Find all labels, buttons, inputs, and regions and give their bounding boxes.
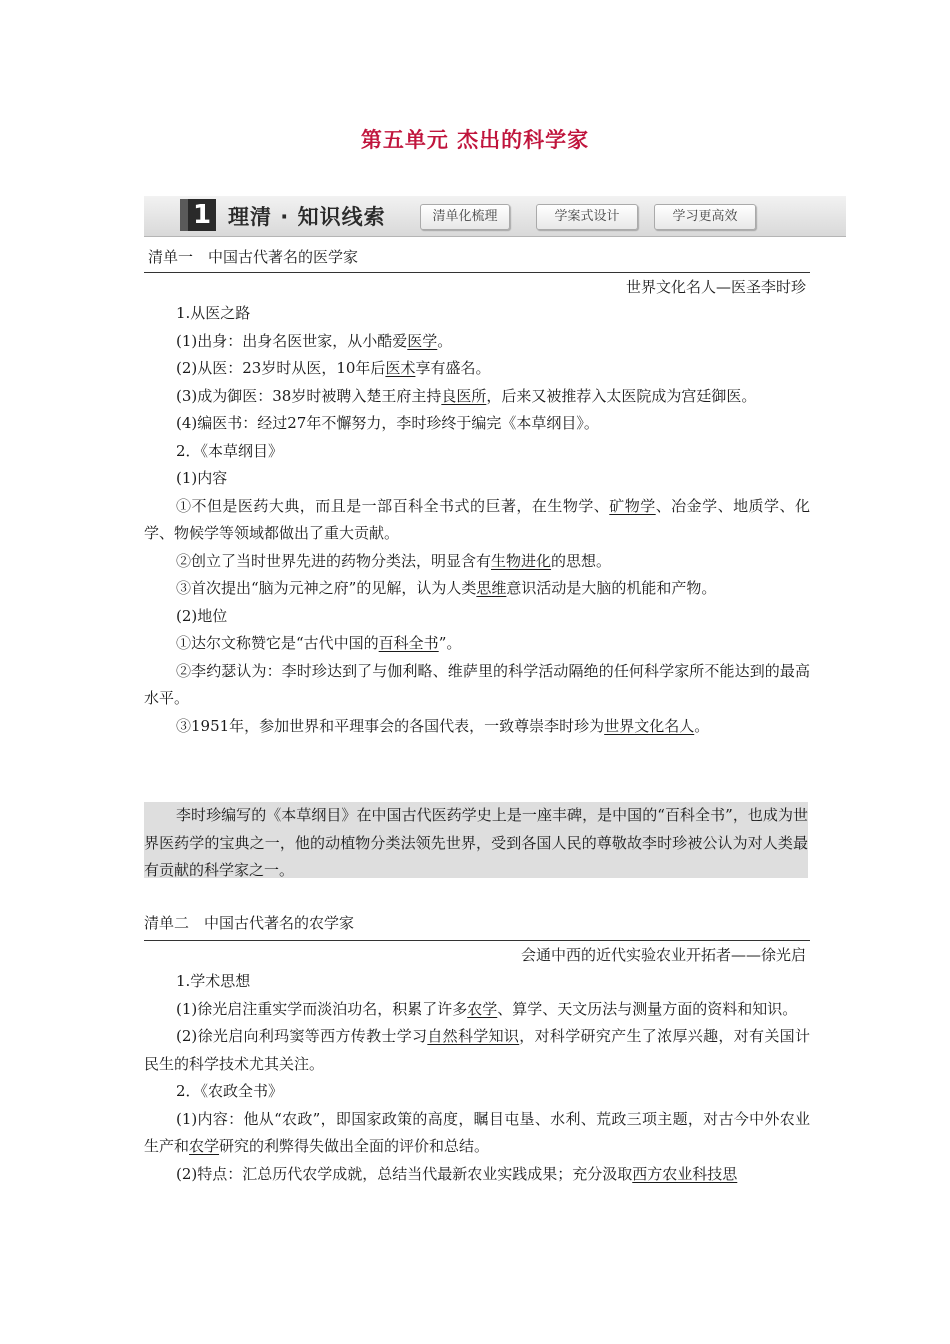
heading-path: 1.从医之路 bbox=[176, 304, 251, 322]
heading-nongzheng: 2．《农政全书》 bbox=[176, 1082, 284, 1100]
para-thought-2: (2)徐光启向利玛窦等西方传教士学习自然科学知识，对科学研究产生了浓厚兴趣，对有关国计民生的科学技术尤其关注。 bbox=[144, 1027, 810, 1073]
para-content-1: ①不但是医药大典，而且是一部百科全书式的巨著，在生物学、矿物学、冶金学、地质学、化学、物候学等领域都做出了重大贡献。 bbox=[144, 496, 810, 542]
section1-content bbox=[144, 300, 810, 740]
section2-content bbox=[144, 968, 810, 1188]
heading-bencao: 2．《本草纲目》 bbox=[176, 441, 284, 460]
summary-box bbox=[144, 802, 808, 878]
para-status-3: ③1951年，参加世界和平理事会的各国代表，一致尊崇李时珍为世界文化名人。 bbox=[176, 716, 710, 735]
para-content-3: ③首次提出“脑为元神之府”的见解，认为人类思维意识活动是大脑的机能和产物。 bbox=[176, 579, 717, 597]
para-status-1: ①达尔文称赞它是“古代中国的百科全书”。 bbox=[176, 634, 462, 652]
para-practice: (2)从医：23岁时从医，10年后医术享有盛名。 bbox=[176, 359, 491, 377]
heading-thought: 1.学术思想 bbox=[176, 972, 251, 990]
section-banner bbox=[144, 196, 846, 237]
para-status-2: ②李约瑟认为：李时珍达到了与伽利略、维萨里的科学活动隔绝的任何科学家所不能达到的最高水平。 bbox=[144, 661, 810, 707]
heading-status: (2)地位 bbox=[176, 606, 228, 625]
banner-tag-efficient: 学习更高效 bbox=[654, 204, 756, 230]
para-book: (4)编医书：经过27年不懈努力，李时珍终于编完《本草纲目》。 bbox=[176, 414, 599, 432]
section1-rule bbox=[144, 272, 810, 273]
section2-heading: 清单二 中国古代著名的农学家 bbox=[144, 914, 355, 932]
section2-rule bbox=[144, 940, 810, 941]
banner-tag-list: 清单化梳理 bbox=[420, 204, 510, 230]
para-imperial: (3)成为御医：38岁时被聘入楚王府主持良医所，后来又被推荐入太医院成为宫廷御医。 bbox=[176, 386, 757, 405]
heading-content: (1)内容 bbox=[176, 469, 228, 487]
section1-heading: 清单一 中国古代著名的医学家 bbox=[148, 248, 359, 266]
section1-subtitle: 世界文化名人—医圣李时珍 bbox=[625, 278, 806, 296]
section2-subtitle: 会通中西的近代实验农业开拓者——徐光启 bbox=[520, 946, 806, 964]
page-title: 第五单元 杰出的科学家 bbox=[360, 128, 590, 152]
banner-number: 1 bbox=[180, 199, 216, 231]
para-thought-1: (1)徐光启注重实学而淡泊功名，积累了许多农学、算学、天文历法与测量方面的资料和知识。 bbox=[176, 999, 798, 1018]
para-origin: (1)出身：出身名医世家，从小酷爱医学。 bbox=[176, 331, 453, 350]
para-content-2: ②创立了当时世界先进的药物分类法，明显含有生物进化的思想。 bbox=[176, 551, 612, 570]
para-nz-content: (1)内容：他从“农政”，即国家政策的高度，瞩目屯垦、水利、荒政三项主题，对古今中外农业生产和农学研究的利弊得失做出全面的评价和总结。 bbox=[144, 1109, 810, 1155]
banner-tag-design: 学案式设计 bbox=[536, 204, 638, 230]
para-nz-feature: (2)特点：汇总历代农学成就，总结当代最新农业实践成果；充分汲取西方农业科技思 bbox=[176, 1164, 738, 1183]
summary-text: 李时珍编写的《本草纲目》在中国古代医药学史上是一座丰碑，是中国的“百科全书”，也成为世界医药学的宝典之一，他的动植物分类法领先世界，受到各国人民的尊敬故李时珍被公认为对人类最有贡献的科学家之一。 bbox=[144, 806, 808, 879]
banner-title: 理清 · 知识线索 bbox=[228, 205, 386, 229]
